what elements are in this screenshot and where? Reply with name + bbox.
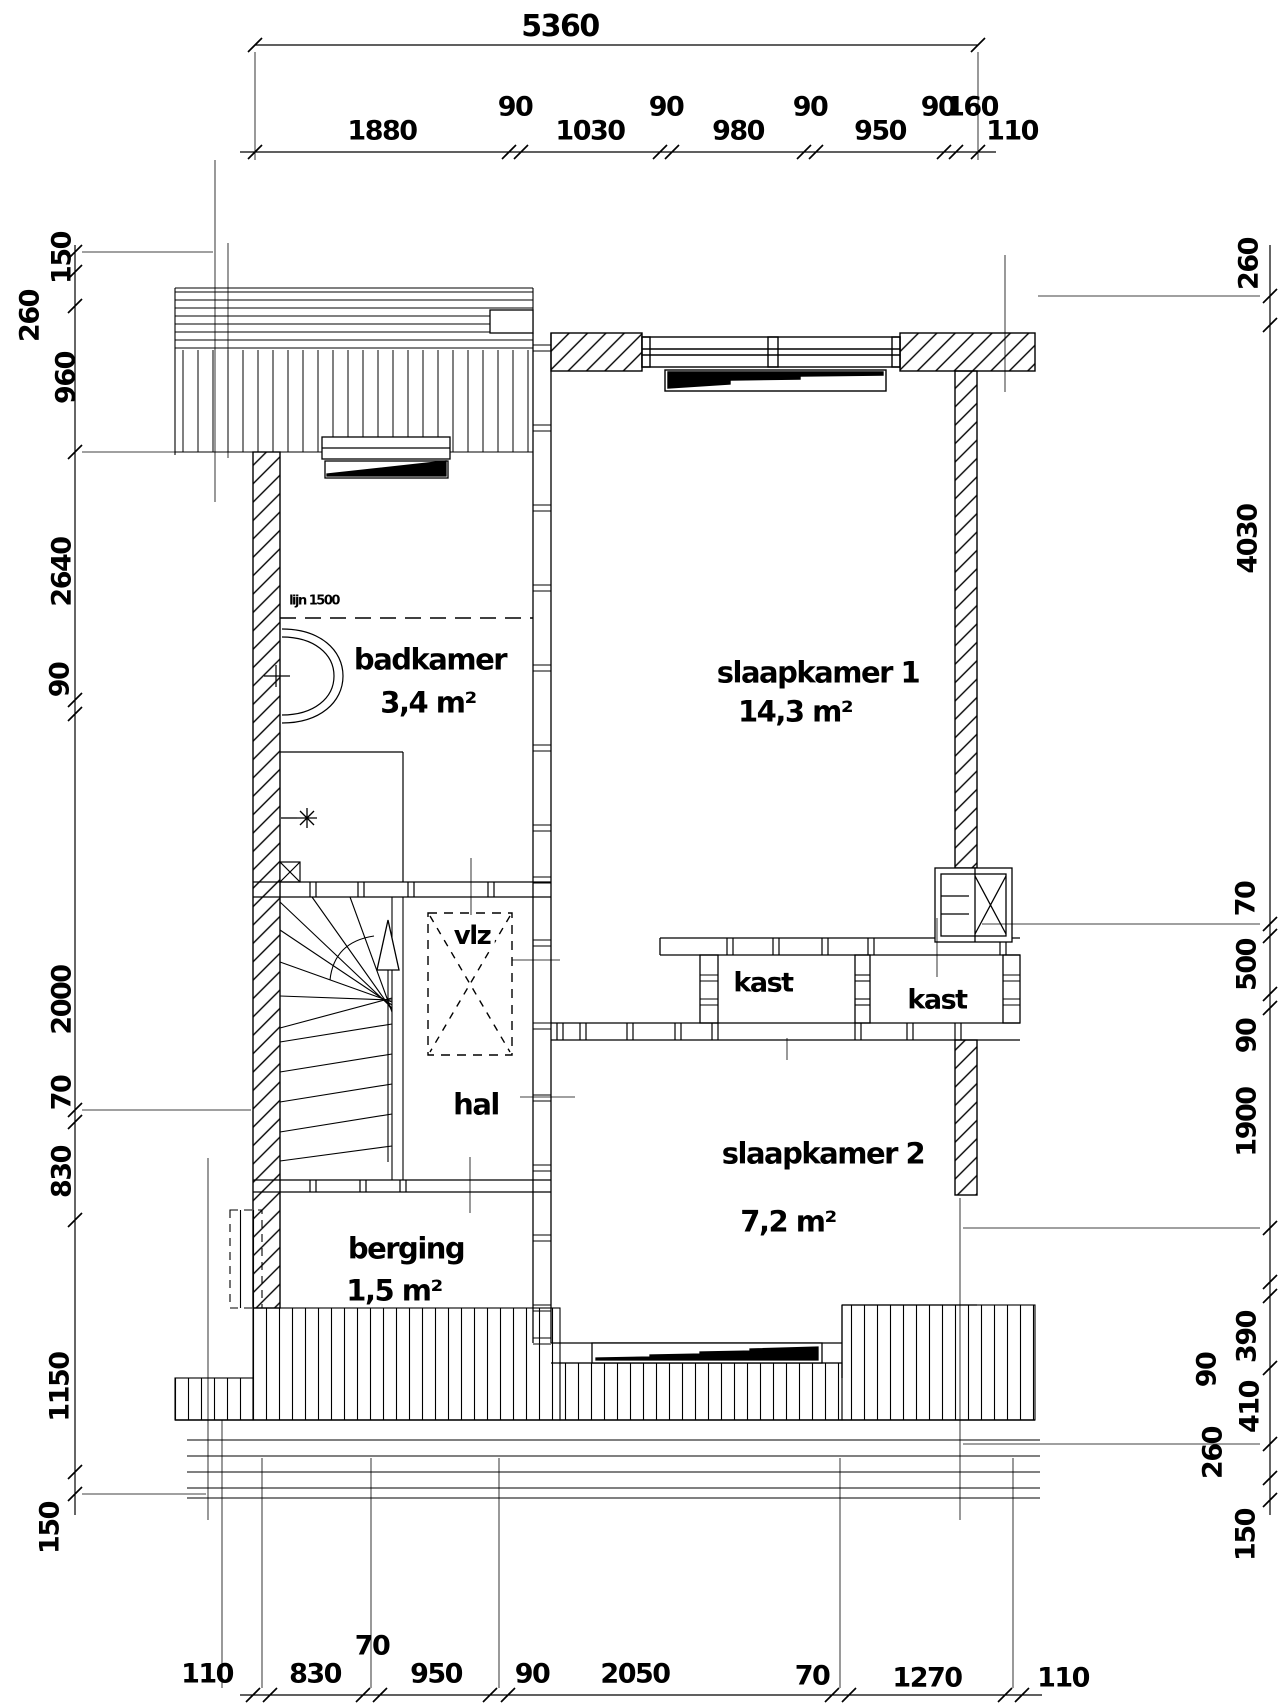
room-label-kast-1: kast	[733, 967, 793, 999]
dim-label: 90	[920, 91, 956, 123]
dim-label: 90	[514, 1658, 550, 1690]
dim-label: 90	[792, 91, 828, 123]
room-area-slaapkamer1: 14,3 m²	[737, 694, 853, 729]
dim-label: 110	[181, 1658, 233, 1690]
chimney-box	[490, 310, 533, 333]
stairs-up-arrow-icon	[377, 920, 399, 970]
dim-label: 2050	[600, 1658, 670, 1690]
roof-window	[230, 1210, 262, 1308]
dim-label: 1880	[347, 115, 417, 147]
duct-box-icon	[280, 862, 300, 882]
room-label-hal: hal	[453, 1087, 499, 1122]
dim-label: 390	[1231, 1311, 1263, 1363]
dim-label: 1150	[44, 1352, 76, 1422]
dim-label: 90	[1231, 1018, 1263, 1054]
dim-label: 4030	[1232, 504, 1264, 574]
annotation-lijn-1500: lijn 1500	[289, 593, 339, 609]
room-area-slaapkamer2: 7,2 m²	[740, 1204, 836, 1239]
stairs	[280, 897, 403, 1180]
dim-label: 260	[1197, 1427, 1229, 1479]
right-wall	[955, 371, 977, 1195]
roof-top-left	[175, 288, 533, 455]
dim-label: 150	[1230, 1509, 1262, 1561]
dim-label: 2000	[46, 965, 78, 1035]
dim-label: 70	[794, 1660, 830, 1692]
room-area-badkamer: 3,4 m²	[380, 685, 476, 720]
window	[642, 337, 900, 367]
dim-label: 150	[46, 232, 78, 284]
dim-total-top: 5360	[521, 9, 599, 44]
dim-label: 1900	[1231, 1087, 1263, 1157]
dim-label: 960	[50, 352, 82, 404]
room-label-vlz: vlz	[450, 923, 495, 949]
dim-label: 980	[712, 115, 764, 147]
dim-label: 1030	[555, 115, 625, 147]
dim-label: 260	[1233, 238, 1265, 290]
dim-label: 90	[497, 91, 533, 123]
room-label-badkamer: badkamer	[353, 642, 507, 677]
room-label-slaapkamer2: slaapkamer 2	[721, 1136, 925, 1171]
dim-label: 260	[14, 290, 46, 342]
room-label-slaapkamer1: slaapkamer 1	[716, 655, 920, 690]
dim-label: 110	[986, 115, 1038, 147]
dim-label: 950	[410, 1658, 462, 1690]
dim-label: 1270	[892, 1662, 962, 1694]
dim-label: 500	[1231, 939, 1263, 991]
shaft-box	[935, 868, 1012, 942]
dim-label: 950	[854, 115, 906, 147]
dim-label: 830	[289, 1658, 341, 1690]
dim-label: 150	[34, 1502, 66, 1554]
dim-label: 90	[44, 662, 76, 698]
shower-drain-icon	[281, 808, 317, 828]
dim-label: 830	[46, 1146, 78, 1198]
dim-label: 160	[946, 91, 998, 123]
wall-hal-berging	[253, 1180, 551, 1192]
room-area-berging: 1,5 m²	[346, 1273, 442, 1308]
dim-label: 70	[1230, 881, 1262, 917]
dim-label: 70	[354, 1630, 390, 1662]
room-label-berging: berging	[347, 1231, 465, 1266]
wall-badkamer-hal	[253, 882, 551, 897]
room-label-kast-2: kast	[907, 984, 967, 1016]
dim-label: 90	[648, 91, 684, 123]
dim-label: 410	[1234, 1381, 1266, 1433]
badkamer-window	[322, 437, 450, 478]
dim-label: 2640	[46, 537, 78, 607]
dim-label: 70	[46, 1075, 78, 1111]
dim-label: 110	[1037, 1662, 1089, 1694]
dim-label: 90	[1191, 1352, 1223, 1388]
